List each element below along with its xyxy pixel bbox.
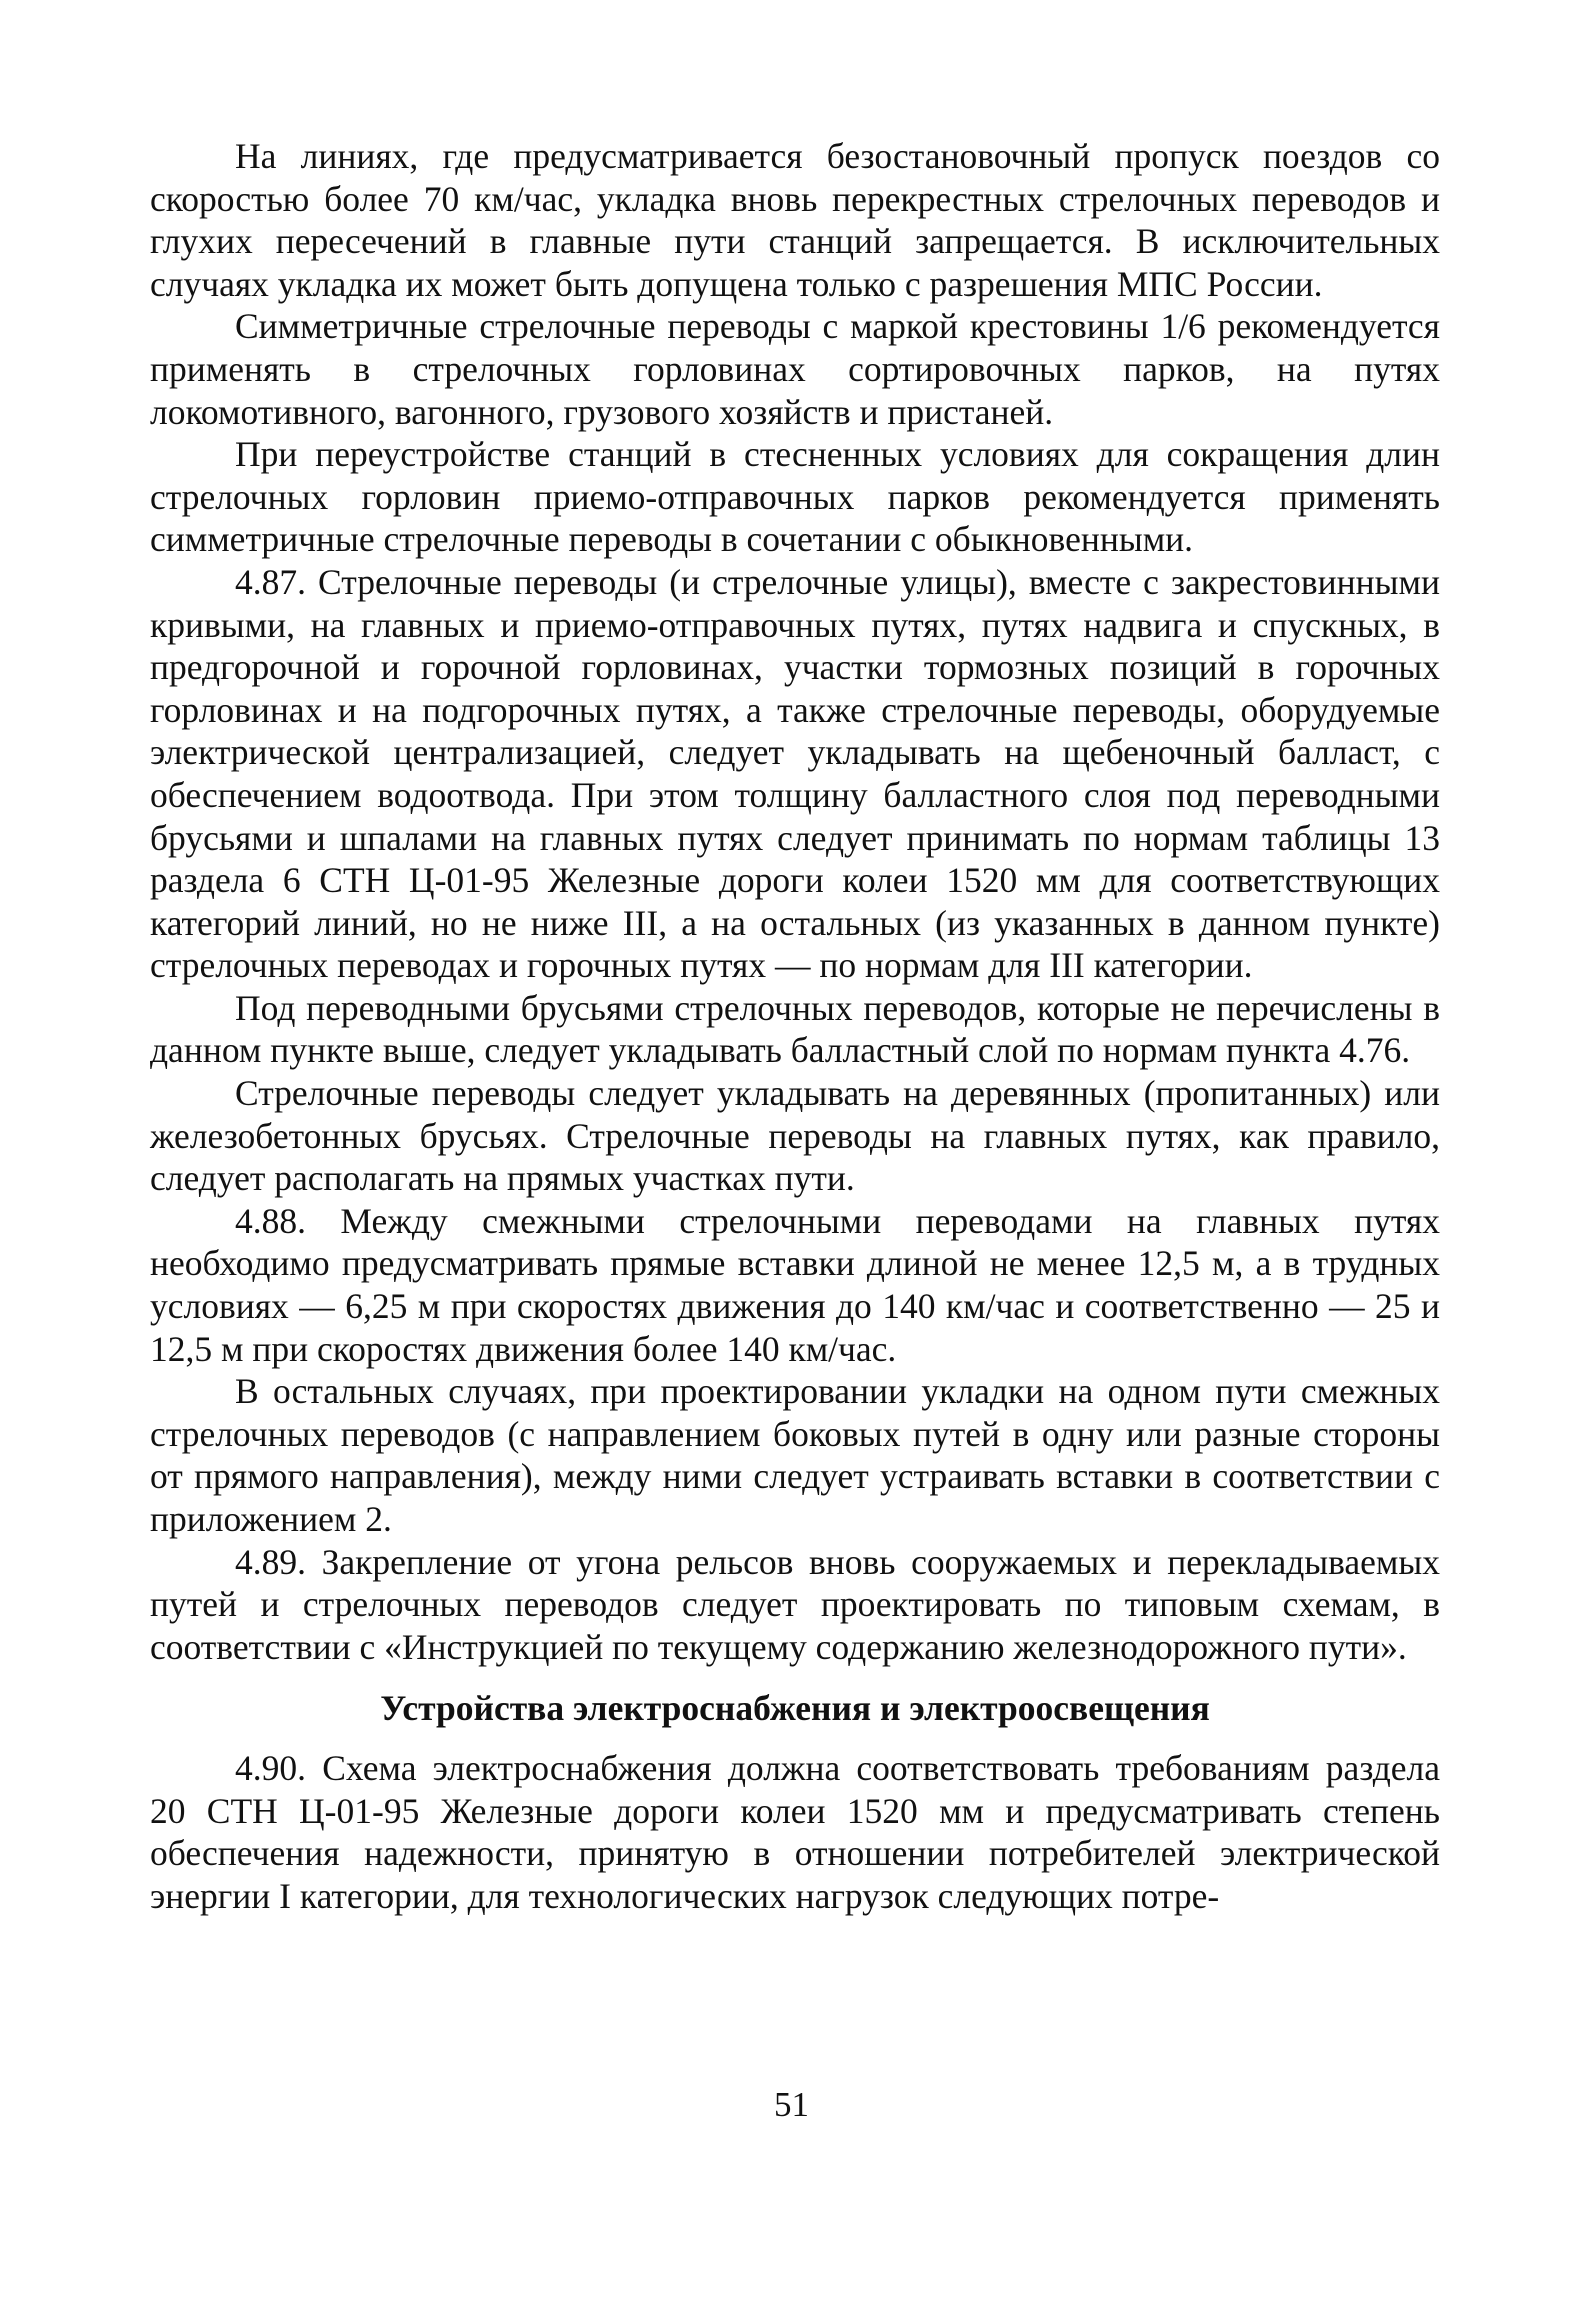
paragraph-section-4-90: 4.90. Схема электроснабжения должна соответствовать требованиям раздела 20 СТН Ц-01-95 Железные дороги колеи 1520 мм и предусматривать степень обеспечения надежности, принятую в отношении потребителей электрической энергии I категории, для технологических нагрузок следующих потре- [150,1747,1440,1916]
paragraph: В остальных случаях, при проектировании укладки на одном пути смежных стрелочных переводов (с направлением боковых путей в одну или разные стороны от прямого направления), между ними следует устраивать вставки в соответствии с приложением 2. [150,1371,1440,1539]
paragraph: При переустройстве станций в стесненных условиях для сокращения длин стрелочных горловин приемо-отправочных парков рекомендуется применять симметричные стрелочные переводы в сочетании с обыкновенными. [150,434,1440,560]
paragraph-section-4-87: 4.87. Стрелочные переводы (и стрелочные улицы), вместе с закрестовинными кривыми, на главных и приемо-отправочных путях, путях надвига и спускных, в предгорочной и горочной горловинах, участки тормозных позиций в горочных горловинах и на подгорочных путях, а также стрелочные переводы, оборудуемые электрической централизацией, следует укладывать на щебеночный балласт, с обеспечением водоотвода. При этом толщину балластного слоя под переводными брусьями и шпалами на главных путях следует принимать по нормам таблицы 13 раздела 6 СТН Ц-01-95 Железные дороги колеи 1520 мм для соответствующих категорий линий, но не ниже III, а на остальных (из указанных в данном пункте) стрелочных переводах и горочных путях — по нормам для III категории. [150,561,1440,986]
paragraph: Симметричные стрелочные переводы с маркой крестовины 1/6 рекомендуется применять в стрелочных горловинах сортировочных парков, на путях локомотивного, вагонного, грузового хозяйств и пристаней. [150,306,1440,432]
paragraph-section-4-88: 4.88. Между смежными стрелочными переводами на главных путях необходимо предусматривать прямые вставки длиной не менее 12,5 м, а в трудных условиях — 6,25 м при скоростях движения до 140 км/час и соответственно — 25 и 12,5 м при скоростях движения более 140 км/час. [150,1200,1440,1369]
paragraph: Стрелочные переводы следует укладывать на деревянных (пропитанных) или железобетонных брусьях. Стрелочные переводы на главных путях, как правило, следует располагать на прямых участках пути. [150,1073,1440,1199]
paragraph-section-4-89: 4.89. Закрепление от угона рельсов вновь сооружаемых и перекладываемых путей и стрелочных переводов следует проектировать по типовым схемам, в соответствии с «Инструкцией по текущему содержанию железнодорожного пути». [150,1541,1440,1667]
paragraph: На линиях, где предусматривается безостановочный пропуск поездов со скоростью более 70 км/час, укладка вновь перекрестных стрелочных переводов и глухих пересечений в главные пути станций запрещается. В исключительных случаях укладка их может быть допущена только с разрешения МПС России. [150,136,1440,304]
page-number: 51 [774,2085,809,2124]
body-text [150,135,1440,1917]
paragraph: Под переводными брусьями стрелочных переводов, которые не перечислены в данном пункте выше, следует укладывать балластный слой по нормам пункта 4.76. [150,987,1440,1071]
section-heading: Устройства электроснабжения и электроосвещения [380,1688,1210,1729]
